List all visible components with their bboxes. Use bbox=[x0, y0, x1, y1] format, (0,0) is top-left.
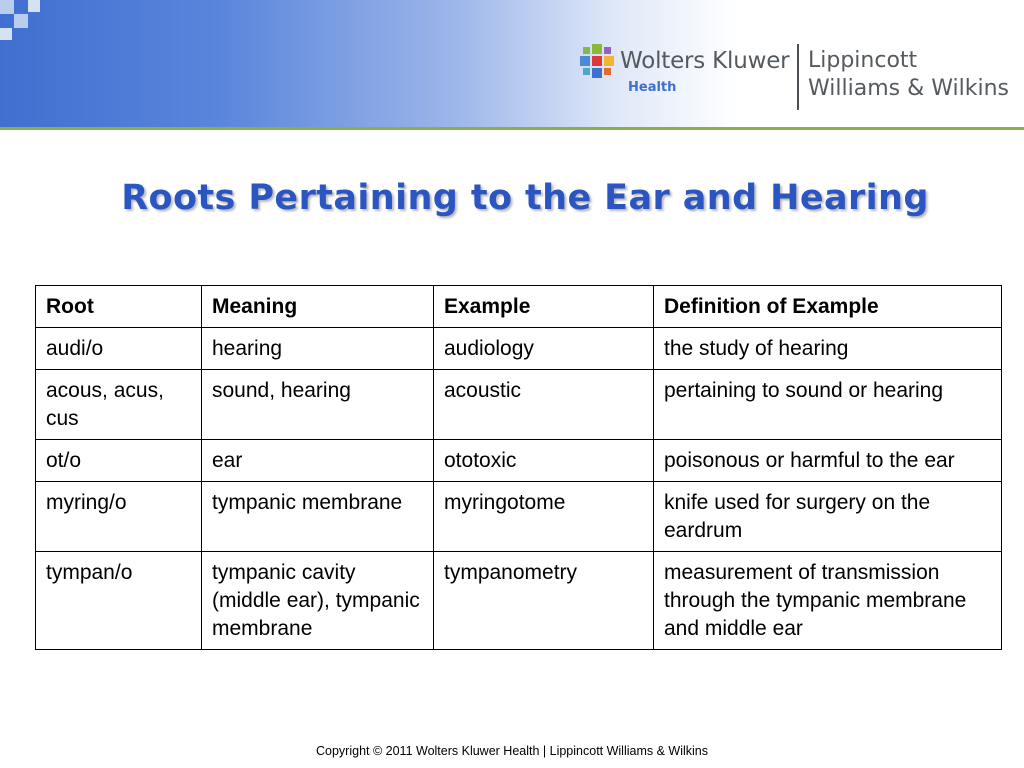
logo-imprint-line1: Lippincott bbox=[808, 48, 918, 73]
header-divider bbox=[0, 127, 1024, 130]
logo-company-name: Wolters Kluwer bbox=[620, 48, 790, 74]
header-root: Root bbox=[36, 286, 202, 328]
cell-meaning: ear bbox=[202, 440, 434, 482]
header-meaning: Meaning bbox=[202, 286, 434, 328]
cell-definition: measurement of transmission through the tympanic membrane and middle ear bbox=[654, 552, 1002, 650]
logo-division: Health bbox=[628, 80, 677, 95]
cell-meaning: sound, hearing bbox=[202, 370, 434, 440]
slide-title: Roots Pertaining to the Ear and Hearing bbox=[121, 178, 929, 218]
cell-example: audiology bbox=[434, 328, 654, 370]
table-row bbox=[36, 552, 1002, 650]
cell-example: ototoxic bbox=[434, 440, 654, 482]
cell-definition: pertaining to sound or hearing bbox=[654, 370, 1002, 440]
cell-root: audi/o bbox=[36, 328, 202, 370]
table-row bbox=[36, 482, 1002, 552]
cell-root: ot/o bbox=[36, 440, 202, 482]
cell-meaning: tympanic cavity (middle ear), tympanic membrane bbox=[202, 552, 434, 650]
logo-divider bbox=[797, 44, 799, 110]
cell-definition: the study of hearing bbox=[654, 328, 1002, 370]
cell-root: tympan/o bbox=[36, 552, 202, 650]
table-row bbox=[36, 328, 1002, 370]
cell-example: acoustic bbox=[434, 370, 654, 440]
cell-meaning: tympanic membrane bbox=[202, 482, 434, 552]
cell-definition: poisonous or harmful to the ear bbox=[654, 440, 1002, 482]
header-definition: Definition of Example bbox=[654, 286, 1002, 328]
cell-meaning: hearing bbox=[202, 328, 434, 370]
wolters-kluwer-logo-icon bbox=[580, 44, 614, 78]
roots-table bbox=[35, 285, 1002, 650]
cell-root: myring/o bbox=[36, 482, 202, 552]
publisher-logo bbox=[580, 42, 1020, 114]
copyright-footer: Copyright © 2011 Wolters Kluwer Health | Lippincott Williams & Wilkins bbox=[316, 744, 708, 758]
cell-definition: knife used for surgery on the eardrum bbox=[654, 482, 1002, 552]
table-row bbox=[36, 370, 1002, 440]
cell-root: acous, acus, cus bbox=[36, 370, 202, 440]
table-header-row bbox=[36, 286, 1002, 328]
logo-imprint-line2: Williams & Wilkins bbox=[808, 76, 1009, 101]
header-example: Example bbox=[434, 286, 654, 328]
table-row bbox=[36, 440, 1002, 482]
cell-example: tympanometry bbox=[434, 552, 654, 650]
cell-example: myringotome bbox=[434, 482, 654, 552]
